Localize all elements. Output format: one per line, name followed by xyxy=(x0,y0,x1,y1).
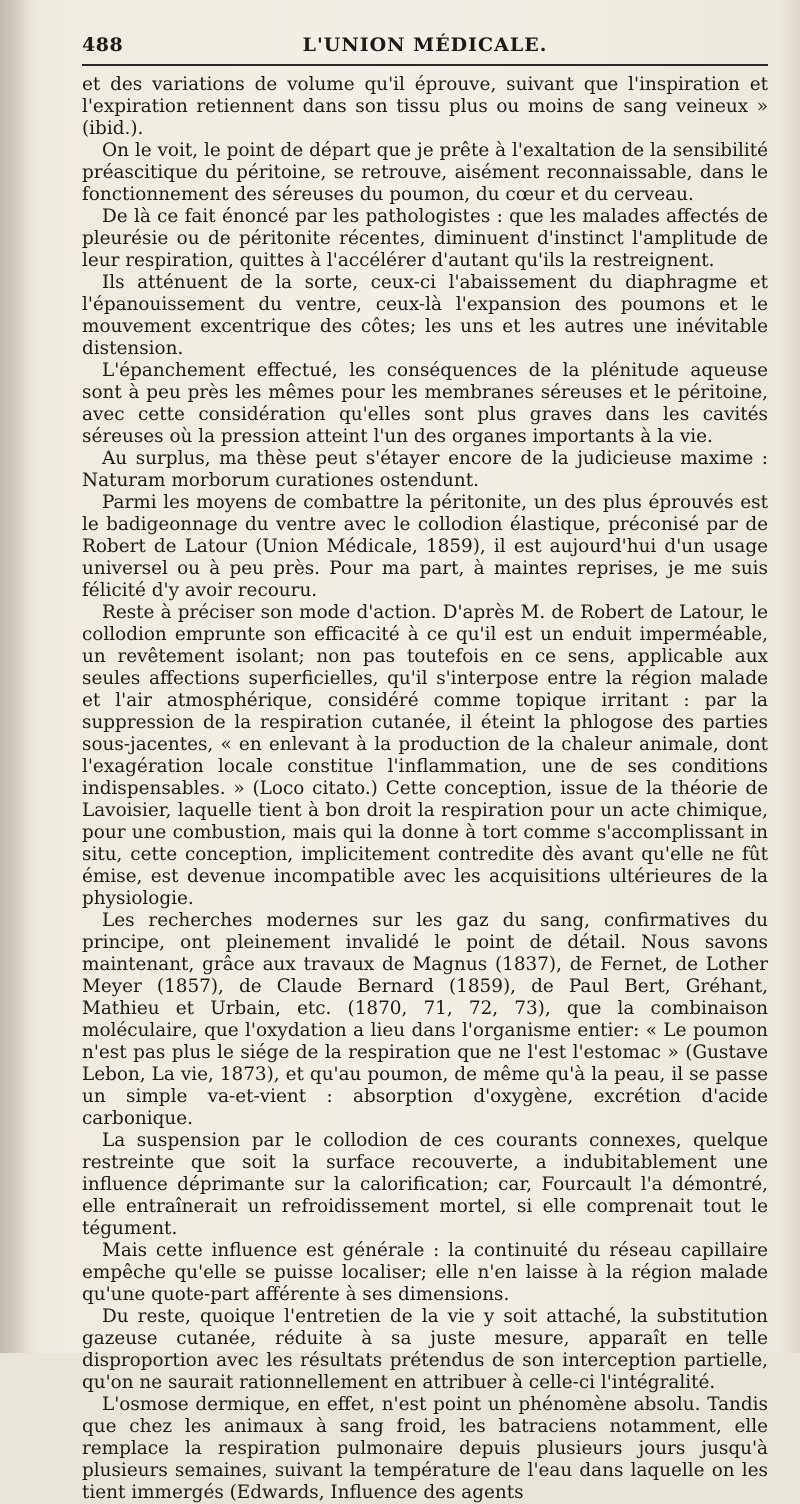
page-number: 488 xyxy=(82,34,124,56)
paragraph: Les recherches modernes sur les gaz du sang, confirmatives du principe, ont pleinement invalidé le point de détail. Nous savons maintenant, grâce aux travaux de Magnus (1837), de Fernet, de Lother Meyer (1857), de Claude Bernard (1859), de Paul Bert, Gréhant, Mathieu et Urbain, etc. (1870, 71, 72, 73), que la combinaison moléculaire, que l'oxydation a lieu dans l'organisme entier: « Le poumon n'est pas plus le siége de la respiration que ne l'est l'estomac » (Gustave Lebon, La vie, 1873), et qu'au poumon, de même qu'à la peau, il se passe un simple va-et-vient : absorption d'oxygène, excrétion d'acide carbonique. xyxy=(82,910,768,1129)
header-rule xyxy=(82,64,768,66)
paragraph: On le voit, le point de départ que je prête à l'exaltation de la sensibilité préascitique du péritoine, se retrouve, aisément reconnaissable, dans le fonctionnement des séreuses du poumon, du cœur et du cerveau. xyxy=(82,140,768,205)
paragraph: Au surplus, ma thèse peut s'étayer encore de la judicieuse maxime : Naturam morborum curationes ostendunt. xyxy=(82,448,768,491)
paragraph: Parmi les moyens de combattre la péritonite, un des plus éprouvés est le badigeonnage du ventre avec le collodion élastique, préconisé par de Robert de Latour (Union Médicale, 1859), il est aujourd'hui d'un usage universel ou à peu près. Pour ma part, à maintes reprises, je me suis félicité d'y avoir recouru. xyxy=(82,492,768,601)
paragraph: Reste à préciser son mode d'action. D'après M. de Robert de Latour, le collodion emprunte son efficacité à ce qu'il est un enduit imperméable, un revêtement isolant; non pas toutefois en ce sens, applicable aux seules affections superficielles, qu'il s'interpose entre la région malade et l'air atmosphérique, considéré comme topique irritant : par la suppression de la respiration cutanée, il éteint la phlogose des parties sous-jacentes, « en enlevant à la production de la chaleur animale, dont l'exagération locale constitue l'inflammation, une de ses conditions indispensables. » (Loco citato.) Cette conception, issue de la théorie de Lavoisier, laquelle tient à bon droit la respiration pour un acte chimique, pour une combustion, mais qui la donne à tort comme s'accomplissant in situ, cette conception, implicitement contredite dès avant qu'elle ne fût émise, est devenue incompatible avec les acquisitions ultérieures de la physiologie. xyxy=(82,602,768,909)
paragraph: et des variations de volume qu'il éprouve, suivant que l'inspiration et l'expiration retiennent dans son tissu plus ou moins de sang veineux » (ibid.). xyxy=(82,74,768,139)
paragraph: L'épanchement effectué, les conséquences de la plénitude aqueuse sont à peu près les mêmes pour les membranes séreuses et le péritoine, avec cette considération qu'elles sont plus graves dans les cavités séreuses où la pression atteint l'un des organes importants à la vie. xyxy=(82,360,768,447)
running-title: L'UNION MÉDICALE. xyxy=(302,34,548,56)
page-header xyxy=(82,34,768,64)
article-body xyxy=(82,74,768,1504)
binding-shadow xyxy=(0,0,40,1353)
paragraph: La suspension par le collodion de ces courants connexes, quelque restreinte que soit la surface recouverte, a indubitablement une influence déprimante sur la calorification; car, Fourcault l'a démontré, elle entraînerait un refroidissement mortel, si elle comprenait tout le tégument. xyxy=(82,1130,768,1239)
paragraph: De là ce fait énoncé par les pathologistes : que les malades affectés de pleurésie ou de péritonite récentes, diminuent d'instinct l'amplitude de leur respiration, quittes à l'accélérer d'autant qu'ils la restreignent. xyxy=(82,206,768,271)
paragraph: L'osmose dermique, en effet, n'est point un phénomène absolu. Tandis que chez les animaux à sang froid, les batraciens notamment, elle remplace la respiration pulmonaire depuis plusieurs jours jusqu'à plusieurs semaines, suivant la température de l'eau dans laquelle on les tient immergés (Edwards, Influence des agents xyxy=(82,1394,768,1503)
paragraph: Du reste, quoique l'entretien de la vie y soit attaché, la substitution gazeuse cutanée, réduite à sa juste mesure, apparaît en telle disproportion avec les résultats prétendus de son interception partielle, qu'on ne saurait rationnellement en attribuer à celle-ci l'intégralité. xyxy=(82,1306,768,1393)
paragraph: Ils atténuent de la sorte, ceux-ci l'abaissement du diaphragme et l'épanouissement du ventre, ceux-là l'expansion des poumons et le mouvement excentrique des côtes; les uns et les autres une inévitable distension. xyxy=(82,272,768,359)
paragraph: Mais cette influence est générale : la continuité du réseau capillaire empêche qu'elle se puisse localiser; elle n'en laisse à la région malade qu'une quote-part afférente à ses dimensions. xyxy=(82,1240,768,1305)
